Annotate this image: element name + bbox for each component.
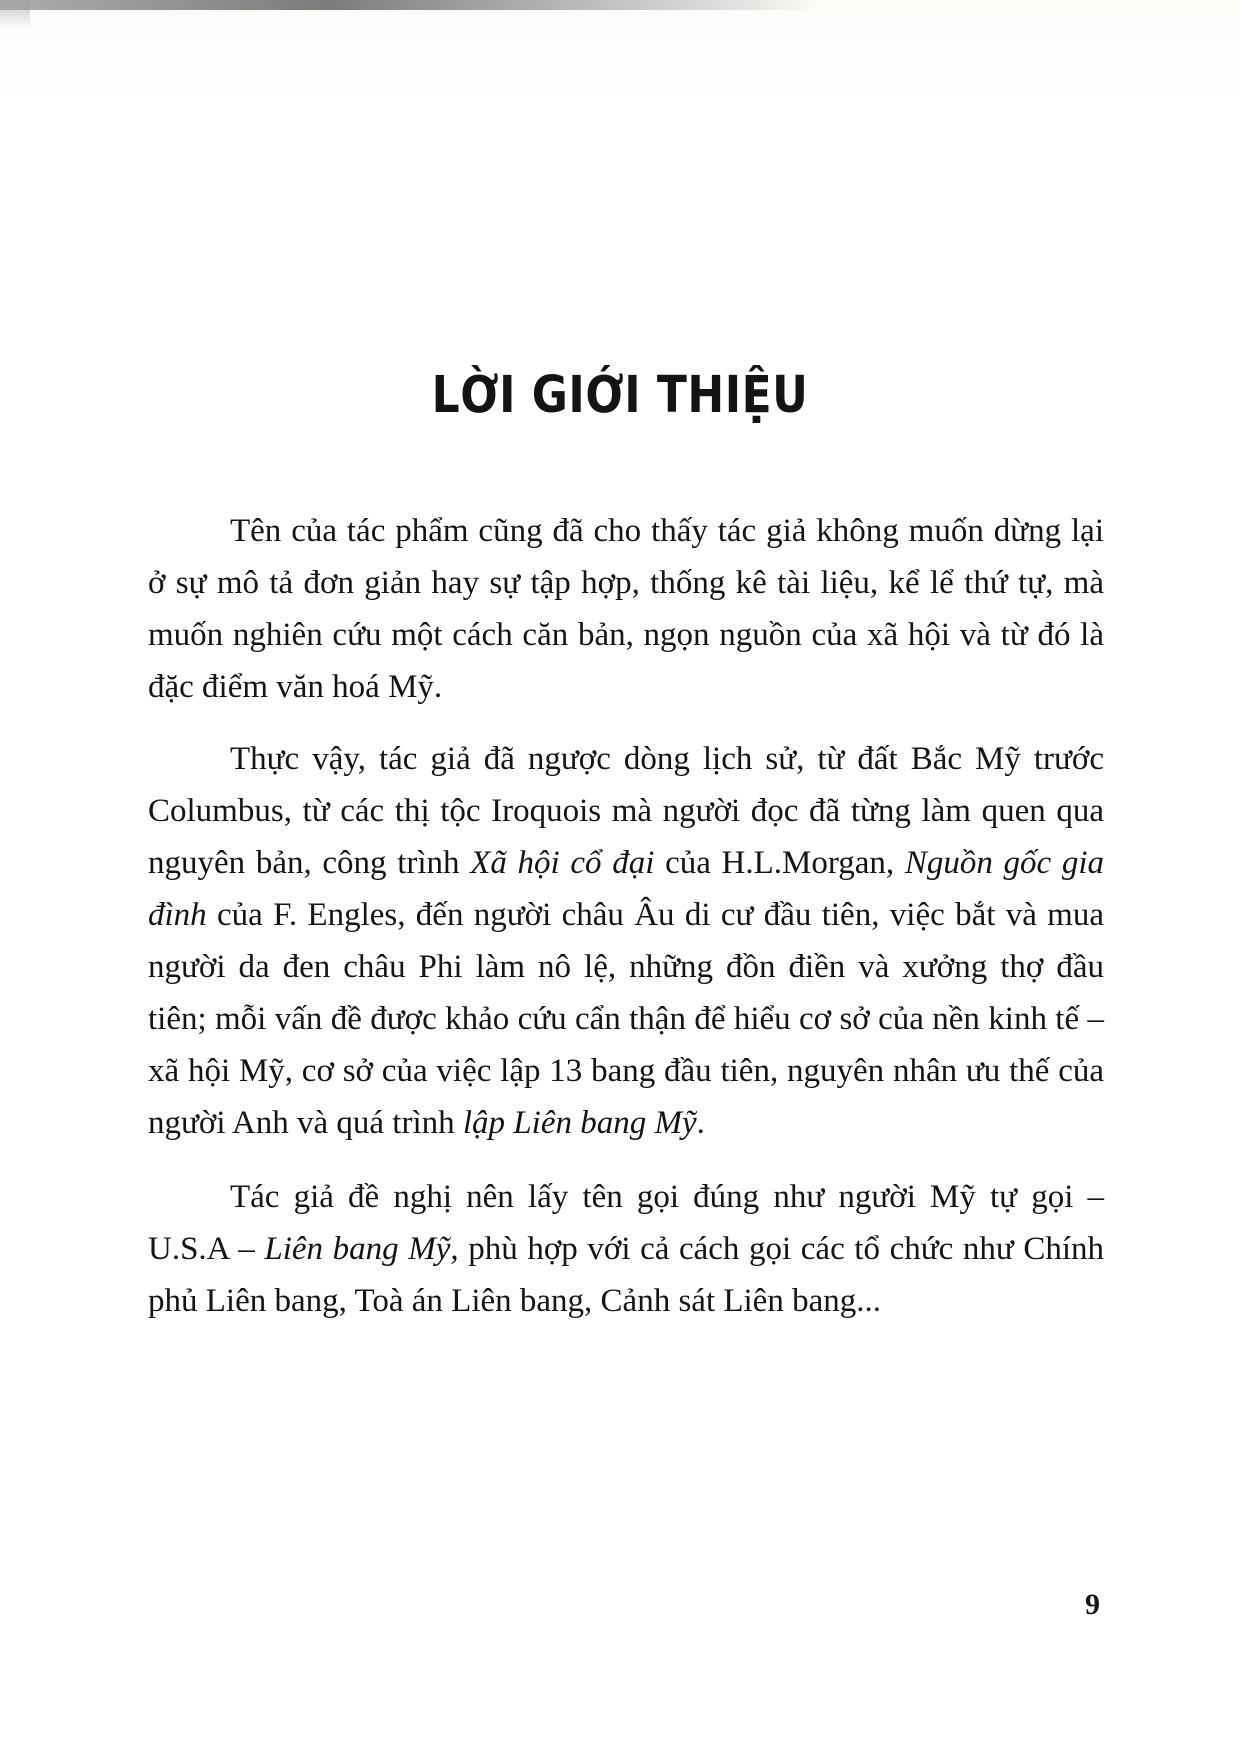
page-heading: LỜI GIỚI THIỆU	[431, 366, 809, 425]
paragraph-3-text-a: Tác giả đề nghị nên lấy tên gọi đúng như người Mỹ tự gọi – U.S.A –	[148, 1179, 1104, 1267]
paragraph-2-text-c: của F. Engles, đến người châu Âu di cư đầu tiên, việc bắt và mua người da đen châu Phi làm nô lệ, những đồn điền và xưởng thợ đầu tiên; mỗi vấn đề được khảo cứu cẩn thận để hiểu cơ sở của nền kinh tế – xã hội Mỹ, cơ sở của việc lập 13 bang đầu tiên, nguyên nhân ưu thế của người Anh và quá trình	[148, 897, 1104, 1141]
paragraph-3	[148, 1171, 1104, 1327]
scan-shadow-corner	[0, 0, 30, 28]
paragraph-2-text-d: .	[696, 1105, 705, 1141]
italic-phrase-lien-bang-my: Liên bang Mỹ,	[264, 1231, 459, 1267]
paragraph-2-text-b: của H.L.Morgan,	[654, 845, 905, 881]
paragraph-3-text-b: phù hợp với cả cách gọi các tổ chức như Chính phủ Liên bang, Toà án Liên bang, Cảnh sát Liên bang...	[148, 1231, 1104, 1319]
italic-title-xa-hoi-co-dai: Xã hội cổ đại	[470, 845, 655, 881]
paragraph-2	[148, 733, 1104, 1149]
scan-shadow-edge	[0, 0, 820, 10]
page-number: 9	[1085, 1588, 1100, 1621]
paragraph-1: Tên của tác phẩm cũng đã cho thấy tác giả không muốn dừng lại ở sự mô tả đơn giản hay sự tập hợp, thống kê tài liệu, kể lể thứ tự, mà muốn nghiên cứu một cách căn bản, ngọn nguồn của xã hội và từ đó là đặc điểm văn hoá Mỹ.	[148, 513, 1104, 705]
italic-title-nguon-goc-gia-dinh: Nguồn gốc gia đình	[148, 845, 1104, 933]
paragraph-2-text-a: Thực vậy, tác giả đã ngược dòng lịch sử, từ đất Bắc Mỹ trước Columbus, từ các thị tộc Iroquois mà người đọc đã từng làm quen qua nguyên bản, công trình	[148, 741, 1104, 881]
body-text	[148, 505, 1104, 1327]
italic-phrase-lap-lien-bang-my: lập Liên bang Mỹ	[462, 1105, 697, 1141]
